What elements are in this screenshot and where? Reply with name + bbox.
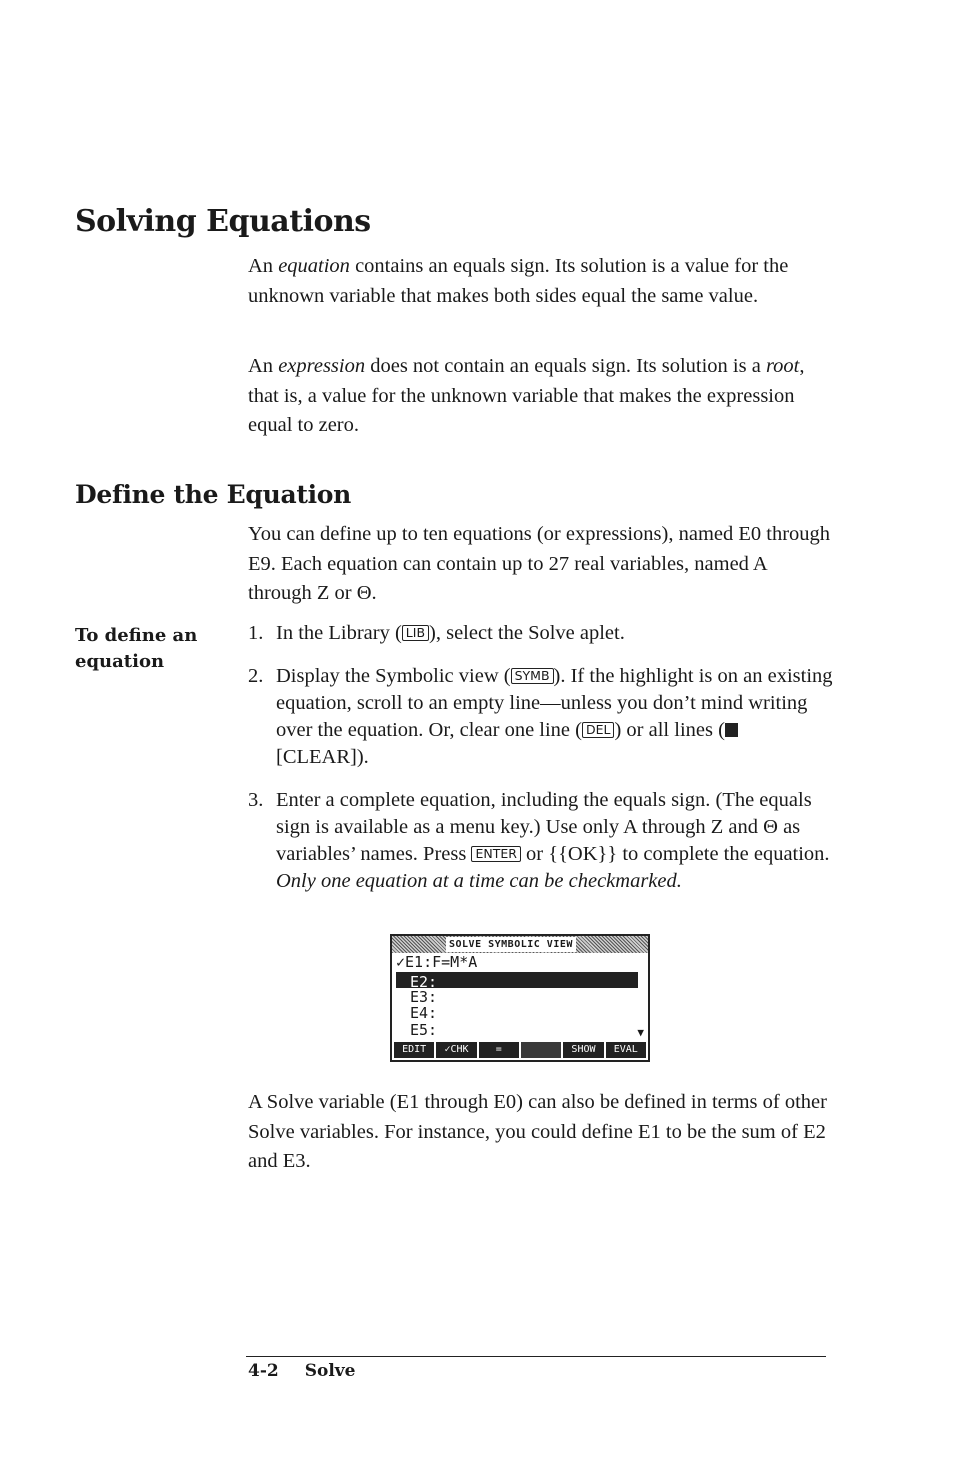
menu-key-eval: EVAL [606, 1042, 646, 1058]
lib-key: LIB [402, 625, 429, 641]
step-3: 3. Enter a complete equation, including the equals sign. (The equals sign is available as a menu key.) Use only A through Z and Θ as variables’ names. Press ENTER or {{OK}} to complete the equation. Only one equation at a time can be checkmarked. [248, 789, 830, 892]
screen-line-e1: ✓E1:F=M*A [396, 953, 478, 971]
screen-line-e3: E3: [410, 988, 438, 1006]
page-title: Solving Equations [75, 204, 371, 239]
step-number: 1. [248, 622, 264, 644]
screen-line-e5: E5: [410, 1021, 438, 1039]
step-1: 1. In the Library ( LIB ), select the Solve aplet. [248, 620, 833, 647]
shift-key-icon [725, 723, 738, 737]
chapter-name: Solve [304, 1361, 356, 1381]
section-title: Define the Equation [75, 480, 352, 509]
intro-paragraph-equation: An equation contains an equals sign. Its solution is a value for the unknown variable that makes both sides equal the same value. [248, 255, 789, 307]
screen-menu-bar [394, 1042, 646, 1058]
footer-rule [246, 1356, 826, 1357]
page-number: 4-2 [248, 1361, 279, 1381]
menu-key-blank [521, 1042, 561, 1058]
menu-key-check: ✓CHK [436, 1042, 476, 1058]
closing-paragraph: A Solve variable (E1 through E0) can also be defined in terms of other Solve variables. For instance, you could define E1 to be the sum of E2 and E3. [248, 1091, 827, 1172]
footer [248, 1361, 356, 1381]
step-number: 3. [248, 789, 264, 811]
intro-paragraph-expression: An expression does not contain an equals sign. Its solution is a root, that is, a value for the unknown variable that makes the expression equal to zero. [248, 355, 805, 436]
symb-key: SYMB [511, 668, 554, 684]
del-key: DEL [582, 722, 615, 738]
step-number: 2. [248, 665, 264, 687]
menu-key-edit: EDIT [394, 1042, 434, 1058]
enter-key: ENTER [471, 846, 520, 862]
calculator-screen [390, 934, 650, 1062]
screen-title-bar: SOLVE SYMBOLIC VIEW [392, 936, 648, 953]
screen-highlight-e2: E2: [396, 972, 638, 988]
screen-line-e4: E4: [410, 1004, 438, 1022]
menu-key-show: SHOW [563, 1042, 603, 1058]
side-heading: To define an equation [75, 625, 198, 672]
scroll-down-icon: ▼ [637, 1026, 644, 1039]
step-2: 2. Display the Symbolic view ( SYMB ). If the highlight is on an existing equation, scroll to an empty line—unless you don’t mind writing over the equation. Or, clear one line ( DEL ) or all lines ([CLEAR]). [248, 665, 833, 768]
section-paragraph: You can define up to ten equations (or expressions), named E0 through E9. Each equation can contain up to 27 real variables, named A through Z or Θ. [248, 523, 831, 604]
menu-key-equals: = [479, 1042, 519, 1058]
